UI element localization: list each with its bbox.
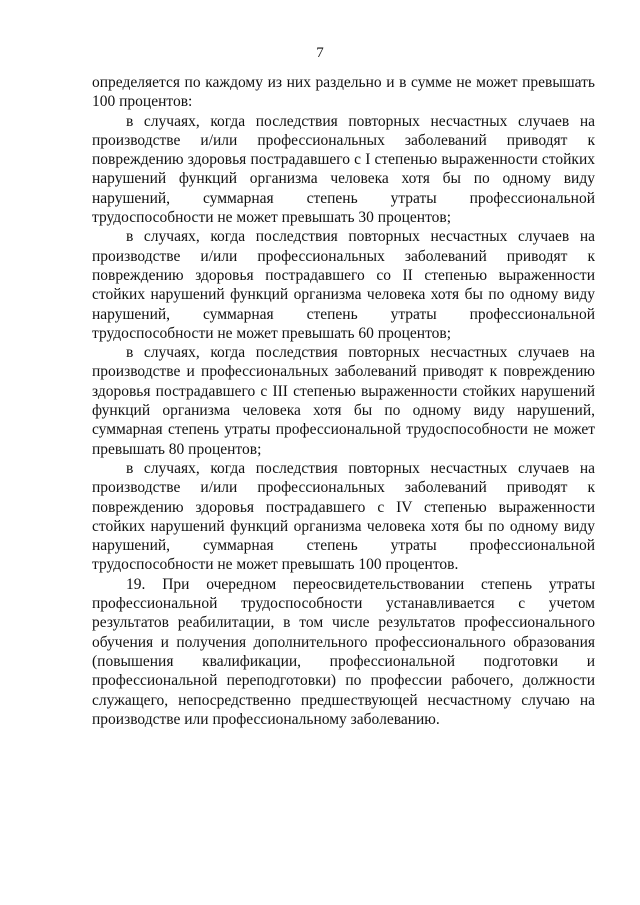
paragraph-degree-2: в случаях, когда последствия повторных несчастных случаев на производстве и/или профессиональных заболеваний приводят к повреждению здоровья пострадавшего со II степенью выраженности стойких нарушений функций организма человека хотя бы по одному виду нарушений, суммарная степень утраты профессиональной трудоспособности не может превышать 60 процентов; <box>92 228 595 342</box>
paragraph-degree-3: в случаях, когда последствия повторных несчастных случаев на производстве и профессиональных заболеваний приводят к повреждению здоровья пострадавшего с III степенью выраженности стойких нарушений функций организма человека хотя бы по одному виду нарушений, суммарная степень утраты профессиональной трудоспособности не может превышать 80 процентов; <box>92 344 595 458</box>
paragraph-continuation: определяется по каждому из них раздельно и в сумме не может превышать 100 процентов: <box>92 74 595 111</box>
document-body <box>92 73 595 729</box>
paragraph-degree-4: в случаях, когда последствия повторных несчастных случаев на производстве и/или профессиональных заболеваний приводят к повреждению здоровья пострадавшего с IV степенью выраженности стойких нарушений функций организма человека хотя бы по одному виду нарушений, суммарная степень утраты профессиональной трудоспособности не может превышать 100 процентов. <box>92 459 595 574</box>
paragraph-clause-19: 19. При очередном переосвидетельствовании степень утраты профессиональной трудоспособности устанавливается с учетом результатов реабилитации, в том числе результатов профессионального обучения и получения дополнительного профессионального образования (повышения квалификации, профессиональной подготовки и профессиональной переподготовки) по профессии рабочего, должности служащего, непосредственно предшествующей несчастному случаю на производстве или профессиональному заболеванию. <box>92 575 595 728</box>
paragraph-degree-1: в случаях, когда последствия повторных несчастных случаев на производстве и/или профессиональных заболеваний приводят к повреждению здоровья пострадавшего с I степенью выраженности стойких нарушений функций организма человека хотя бы по одному виду нарушений, суммарная степень утраты профессиональной трудоспособности не может превышать 30 процентов; <box>92 112 595 227</box>
page-number: 7 <box>316 45 324 61</box>
